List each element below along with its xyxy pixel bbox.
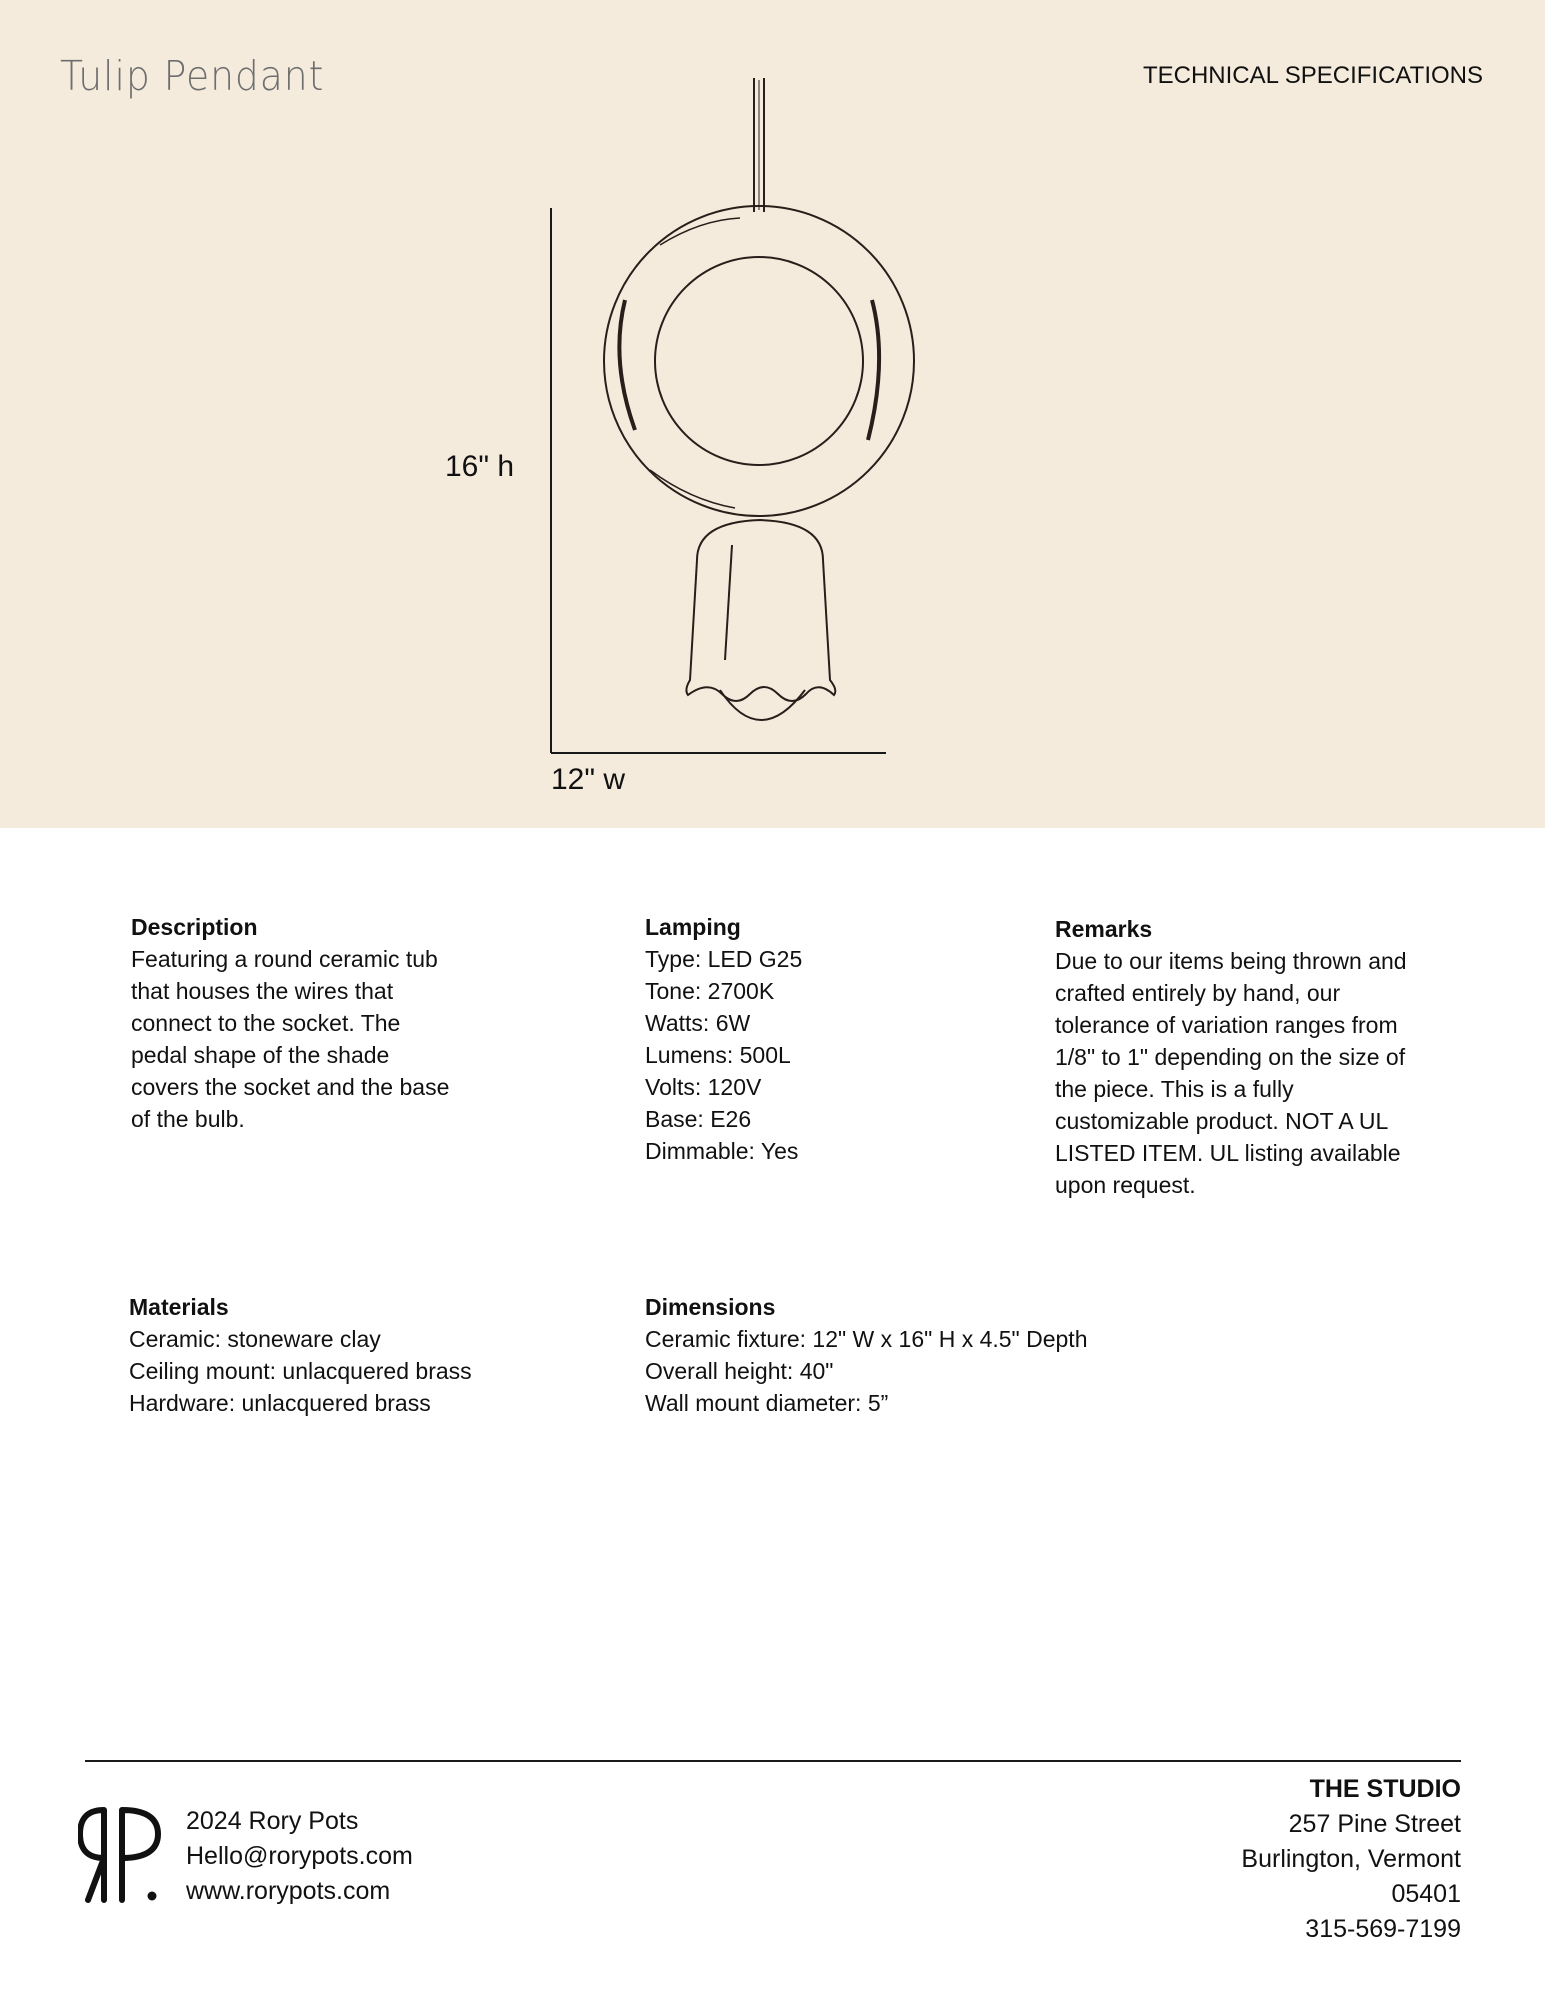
studio-address <box>1241 1772 1461 1947</box>
footer-divider <box>85 1760 1461 1762</box>
studio-zip: 05401 <box>1391 1880 1461 1908</box>
description-text: Featuring a round ceramic tub that houses the wires that connect to the socket. The pedal shape of the shade covers the socket and the base of the bulb. <box>131 946 450 1132</box>
ceiling-rod <box>754 78 764 212</box>
remarks-text: Due to our items being thrown and crafted entirely by hand, our tolerance of variation ranges from 1/8" to 1" depending on the size of the piece. This is a fully customizable product. NOT A UL LISTED ITEM. UL listing available upon request. <box>1055 948 1407 1198</box>
lamping-heading: Lamping <box>645 914 741 940</box>
ceramic-ring <box>604 206 914 516</box>
dimensions-item: Overall height: 40" <box>645 1358 834 1384</box>
width-label: 12" w <box>551 763 626 796</box>
tulip-shade <box>686 520 835 720</box>
height-label: 16" h <box>445 450 515 483</box>
dimensions-heading: Dimensions <box>645 1294 776 1320</box>
lamping-item: Dimmable: Yes <box>645 1138 799 1164</box>
lamping-section <box>645 911 945 1167</box>
dimensions-item: Wall mount diameter: 5” <box>645 1390 889 1416</box>
studio-title: THE STUDIO <box>1309 1775 1461 1803</box>
dimensions-section <box>645 1291 1205 1419</box>
rory-pots-logo-icon <box>78 1802 168 1904</box>
description-heading: Description <box>131 914 258 940</box>
lamping-item: Type: LED G25 <box>645 946 803 972</box>
lamping-item: Watts: 6W <box>645 1010 751 1036</box>
materials-section <box>129 1291 549 1419</box>
website-link[interactable]: www.rorypots.com <box>186 1877 391 1905</box>
materials-item: Hardware: unlacquered brass <box>129 1390 431 1416</box>
remarks-heading: Remarks <box>1055 916 1153 942</box>
remarks-section <box>1055 913 1425 1201</box>
email-link[interactable]: Hello@rorypots.com <box>186 1842 413 1870</box>
materials-item: Ceramic: stoneware clay <box>129 1326 381 1352</box>
page-title: Tulip Pendant <box>60 52 325 100</box>
lamping-item: Base: E26 <box>645 1106 752 1132</box>
description-section <box>131 911 461 1135</box>
dimensions-item: Ceramic fixture: 12" W x 16" H x 4.5" Depth <box>645 1326 1088 1352</box>
studio-phone: 315-569-7199 <box>1305 1915 1461 1943</box>
materials-item: Ceiling mount: unlacquered brass <box>129 1358 472 1384</box>
technical-specifications-label: TECHNICAL SPECIFICATIONS <box>1142 62 1483 89</box>
studio-city: Burlington, Vermont <box>1241 1845 1461 1873</box>
footer-contact <box>186 1804 413 1909</box>
pendant-drawing <box>0 0 1545 828</box>
lamping-item: Volts: 120V <box>645 1074 762 1100</box>
lamping-item: Tone: 2700K <box>645 978 775 1004</box>
lamping-item: Lumens: 500L <box>645 1042 791 1068</box>
materials-heading: Materials <box>129 1294 229 1320</box>
studio-street: 257 Pine Street <box>1288 1810 1461 1838</box>
copyright-text: 2024 Rory Pots <box>186 1807 359 1835</box>
